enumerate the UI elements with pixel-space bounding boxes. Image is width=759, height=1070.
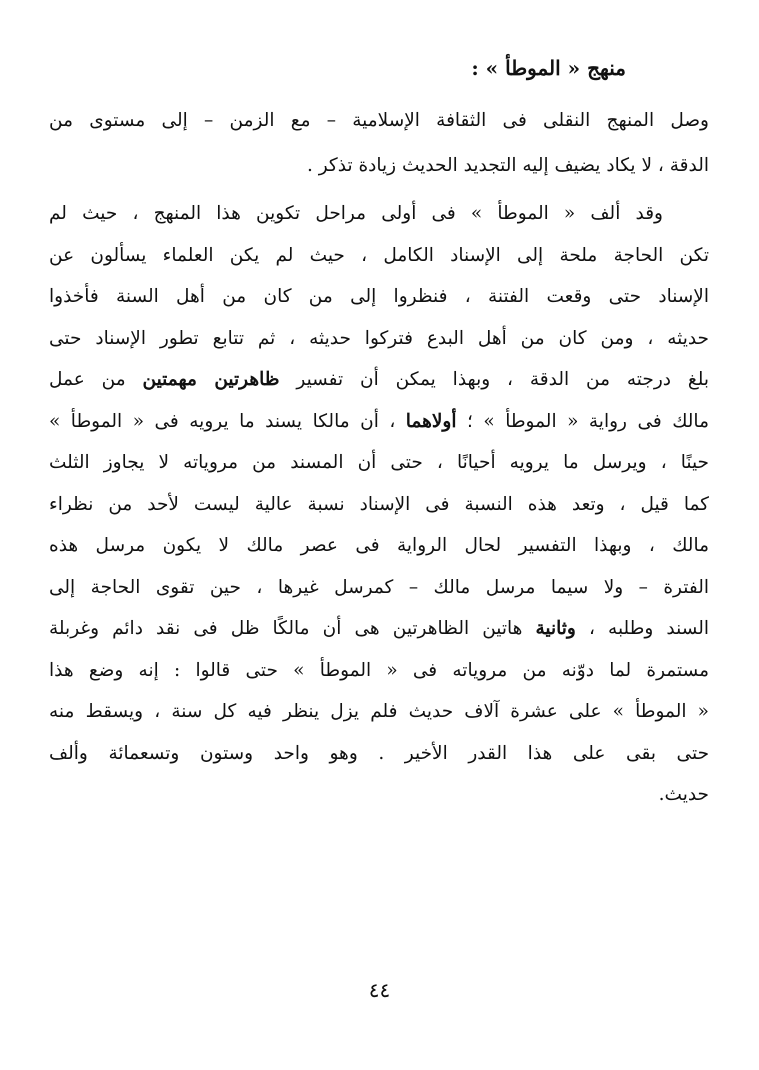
text-line (49, 401, 709, 443)
paragraph-main (49, 193, 709, 816)
text-line: حتى بقى على هذا القدر الأخير . وهو واحد وستون وتسعمائة وألف (49, 742, 709, 764)
text-line: الإسناد حتى وقعت الفتنة ، فنظروا إلى من كان من أهل السنة فأخذوا (49, 286, 709, 307)
text-line: تكن الحاجة ملحة إلى الإسناد الكامل ، حيث لم يكن العلماء يسألون عن (49, 244, 709, 266)
bold-term: وثانية (535, 618, 576, 639)
line-text: ، أن مالكا يسند ما يرويه فى « الموطأ » (49, 410, 396, 432)
text-line: حديثه ، ومن كان من أهل البدع فتركوا حديثه ، ثم تتابع تطور الإسناد حتى (49, 327, 709, 349)
text-line: وصل المنهج النقلى فى الثقافة الإسلامية – مع الزمن – إلى مستوى من (49, 110, 709, 131)
text-line: الدقة ، لا يكاد يضيف إليه التجديد الحديث زيادة تذكر . (306, 155, 709, 176)
text-line: حديث. (658, 784, 709, 805)
text-line (49, 359, 709, 401)
text-line: الفترة – ولا سيما مرسل مالك – كمرسل غيرها ، حين تقوى الحاجة إلى (49, 576, 709, 598)
line-text: بلغ درجته من الدقة ، وبهذا يمكن أن تفسير (296, 369, 709, 390)
line-text: من عمل (49, 369, 126, 390)
line-text: وقد ألف « الموطأ » فى أولى مراحل تكوين هذا المنهج ، حيث لم (49, 203, 663, 224)
text-line: « الموطأ » على عشرة آلاف حديث فلم يزل ينظر فيه كل سنة ، ويسقط منه (49, 701, 709, 722)
text-line: حينًا ، ويرسل ما يرويه أحيانًا ، حتى أن المسند من مروياته لا يجاوز الثلث (49, 452, 709, 473)
paragraph-intro (49, 98, 709, 188)
text-line: مالك ، وبهذا التفسير لحال الرواية فى عصر مالك لا يكون مرسل هذه (49, 535, 709, 556)
text-line (49, 608, 709, 650)
text-line: مستمرة لما دوّنه من مروياته فى « الموطأ » حتى قالوا : إنه وضع هذا (49, 659, 709, 681)
bold-term: أولاهما (405, 410, 457, 432)
bold-term: ظاهرتين مهمتين (142, 369, 280, 390)
line-text: السند وطلبه ، (588, 618, 709, 639)
text-line: كما قيل ، وتعد هذه النسبة فى الإسناد نسبة عالية ليست لأحد من نظراء (49, 493, 709, 515)
section-heading: منهج « الموطأ » : (471, 56, 626, 80)
line-text: هاتين الظاهرتين هى أن مالكًا ظل فى نقد دائم وغربلة (49, 618, 523, 639)
line-text: مالك فى رواية « الموطأ » ؛ (467, 410, 709, 432)
page-number: ٤٤ (368, 978, 391, 1002)
text-line (49, 193, 709, 235)
